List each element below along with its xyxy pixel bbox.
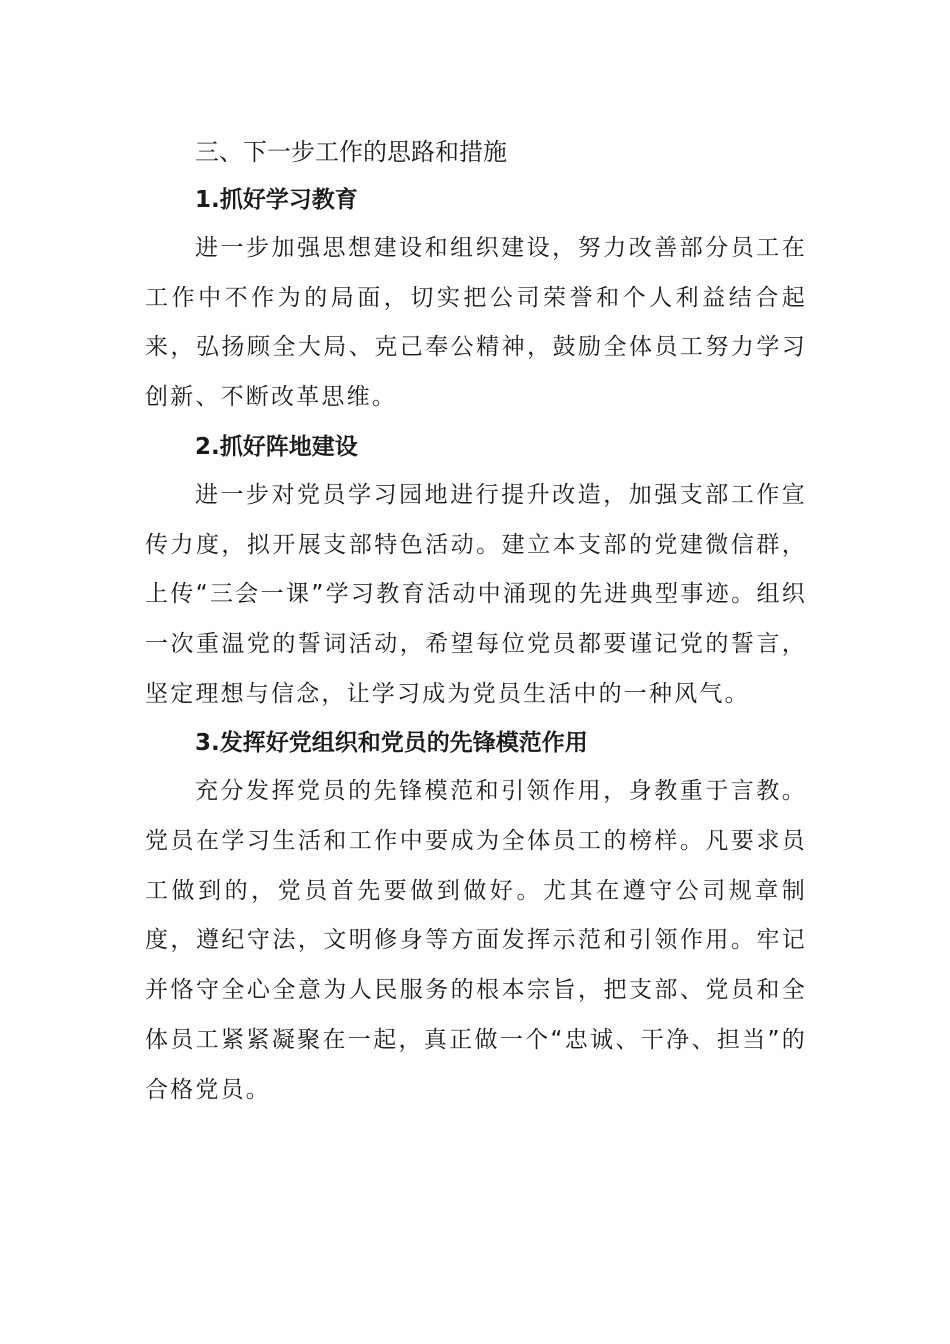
item-title: 1.抓好学习教育 xyxy=(195,187,358,213)
section-heading: 三、下一步工作的思路和措施 xyxy=(195,138,507,166)
item-title: 3.发挥好党组织和党员的先锋模范作用 xyxy=(195,730,588,757)
item-2 xyxy=(145,423,807,720)
item-body: 进一步对党员学习园地进行提升改造，加强支部工作宣传力度，拟开展支部特色活动。建立本支部的党建微信群，上传“三会一课”学习教育活动中涌现的先进典型事迹。组织一次重温党的誓词活动，希望每位党员都要谨记党的誓言，坚定理想与信念，让学习成为党员生活中的一种风气。 xyxy=(145,481,807,707)
item-body: 充分发挥党员的先锋模范和引领作用，身教重于言教。党员在学习生活和工作中要成为全体员工的榜样。凡要求员工做到的，党员首先要做到做好。尤其在遵守公司规章制度，遵纪守法，文明修身等方面发挥示范和引领作用。牢记并恪守全心全意为人民服务的根本宗旨，把支部、党员和全体员工紧紧凝聚在一起，真正做一个“忠诚、干净、担当”的合格党员。 xyxy=(145,778,807,1103)
document-content xyxy=(145,128,807,1115)
item-body: 进一步加强思想建设和组织建设，努力改善部分员工在工作中不作为的局面，切实把公司荣誉和个人利益结合起来，弘扬顾全大局、克己奉公精神，鼓励全体员工努力学习创新、不断改革思维。 xyxy=(145,235,807,411)
item-3 xyxy=(145,719,807,1115)
item-1 xyxy=(145,176,807,423)
item-title: 2.抓好阵地建设 xyxy=(195,433,358,460)
